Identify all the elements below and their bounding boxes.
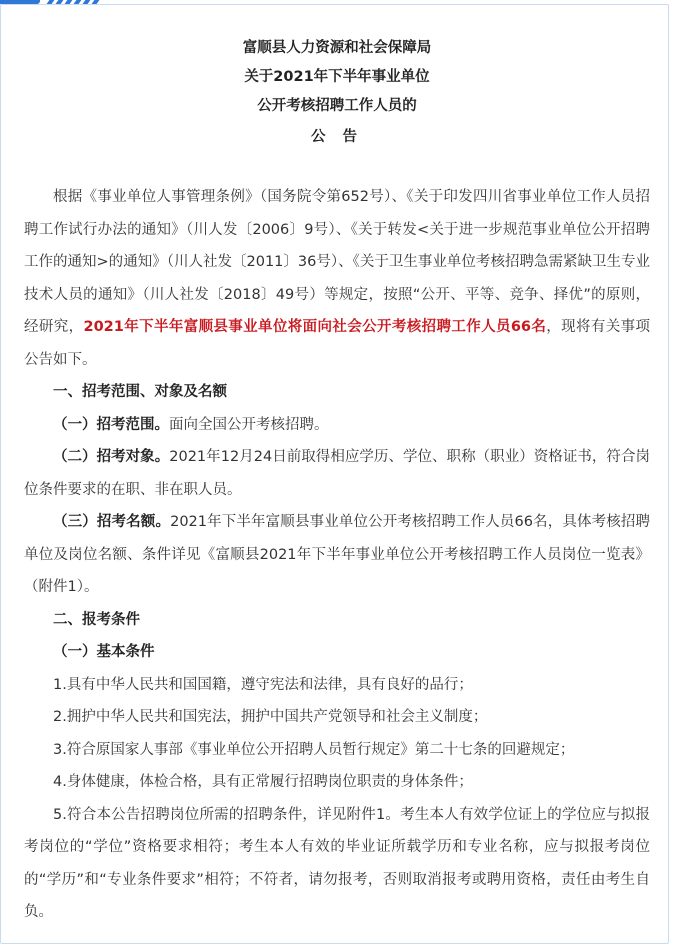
title-notice: 公 告 [310,129,364,145]
condition-item: 3.符合原国家人事部《事业单位公开招聘人员暂行规定》第二十七条的回避规定； [53,741,575,758]
condition-item: 5.符合本公告招聘岗位所需的招聘条件，详见附件1。考生本人有效学位证上的学位应与拟报考岗位的“学位”资格要求相符；考生本人有效的毕业证所载学历和专业名称，应与拟报考岗位的“学历”和“专业条件要求”相符；不符者，请勿报考，否则取消报考或聘用资格，责任由考生自负。 [24,806,650,920]
section1-item1-label: （一）招考范围。 [53,416,169,433]
article-content [24,34,650,929]
section1-item3-text: 2021年下半年富顺县事业单位公开考核招聘工作人员66名，具体考核招聘单位及岗位名额、条件详见《富顺县2021年下半年事业单位公开考核招聘工作人员岗位一览表》（附件1）。 [24,514,651,595]
title-issuer: 富顺县人力资源和社会保障局 [242,40,432,56]
section1-item2-label: （二）招考对象。 [53,449,170,465]
section1-item1-text: 面向全国公开考核招聘。 [169,416,329,433]
section1-item3 [24,506,650,604]
intro-highlight: 2021年下半年富顺县事业单位将面向社会公开考核招聘工作人员66名 [83,319,547,335]
condition-item: 2.拥护中华人民共和国宪法，拥护中国共产党领导和社会主义制度； [53,709,488,725]
section1-item3-label: （三）招考名额。 [53,514,171,530]
intro-tail: ，现将有关事项公告如下。 [24,319,650,368]
section1-item2-text: 2021年12月24日前取得相应学历、学位、职称（职业）资格证书，符合岗位条件要求的在职、非在职人员。 [24,449,650,498]
title-line3: 公开考核招聘工作人员的 [257,98,417,114]
section1-item1 [24,409,650,442]
section2-heading: 二、报考条件 [53,611,140,628]
section1-item2 [24,441,650,506]
condition-item: 1.具有中华人民共和国国籍，遵守宪法和法律，具有良好的品行； [53,676,473,693]
section2-sub1-heading: （一）基本条件 [53,644,155,660]
intro-paragraph [24,181,650,376]
corner-decoration [0,0,110,6]
section1-heading: 一、招考范围、对象及名额 [53,384,227,400]
condition-item: 4.身体健康，体检合格，具有正常履行招聘岗位职责的身体条件； [53,774,473,790]
title-line2: 关于2021年下半年事业单位 [244,69,430,85]
intro-text: 根据《事业单位人事管理条例》（国务院令第652号）、《关于印发四川省事业单位工作人员招聘工作试行办法的通知》（川人发〔2006〕9号）、《关于转发<关于进一步规范事业单位公开招聘工作的通知>的通知》（川人社发〔2011〕36号）、《关于卫生事业单位考核招聘急需紧缺卫生专业技术人员的通知》（川人社发〔2018〕49号）等规定，按照“公开、平等、竞争、择优”的原则，经研究， [24,189,650,335]
